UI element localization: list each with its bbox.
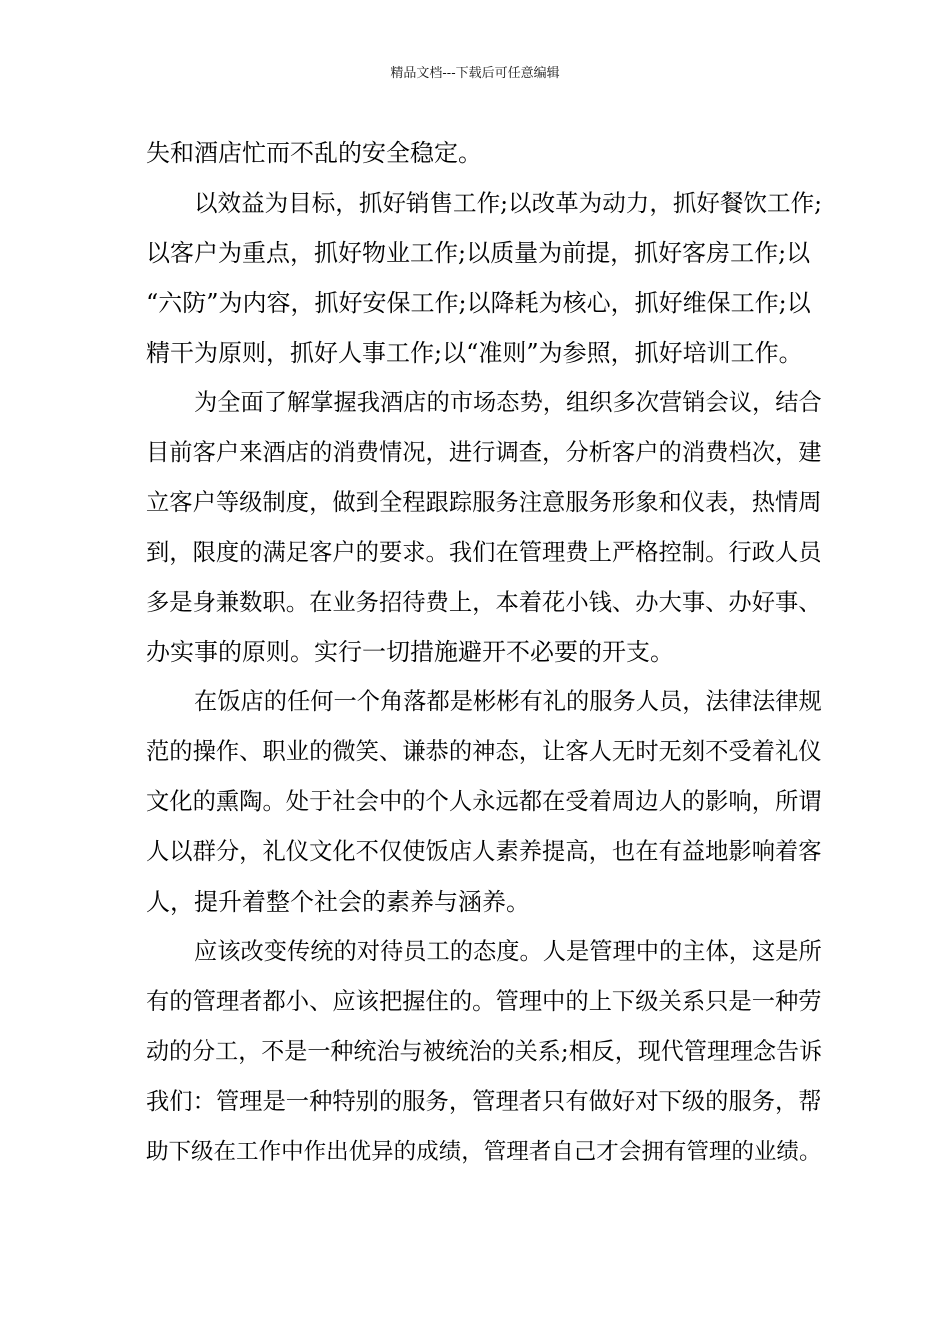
text-line: 多是身兼数职。在业务招待费上，本着花小钱、办大事、办好事、 <box>146 589 822 616</box>
text-line: 文化的熏陶。处于社会中的个人永远都在受着周边人的影响，所谓 <box>146 788 822 815</box>
text-line: 人，提升着整个社会的素养与涵养。 <box>146 888 530 916</box>
text-line: 到，限度的满足客户的要求。我们在管理费上严格控制。行政人员 <box>146 539 822 566</box>
text-line: 范的操作、职业的微笑、谦恭的神态，让客人无时无刻不受着礼仪 <box>146 738 822 765</box>
text-line: 在饭店的任何一个角落都是彬彬有礼的服务人员，法律法律规 <box>194 688 822 715</box>
text-line: 以效益为目标，抓好销售工作;以改革为动力，抓好餐饮工作; <box>194 189 823 217</box>
page-header: 精品文档---下载后可任意编辑 <box>390 66 560 81</box>
text-line: 动的分工，不是一种统治与被统治的关系;相反，现代管理理念告诉 <box>146 1039 823 1065</box>
text-line: 办实事的原则。实行一切措施避开不必要的开支。 <box>146 638 674 666</box>
text-line: 精干为原则，抓好人事工作;以“准则”为参照，抓好培训工作。 <box>146 339 803 367</box>
text-line: “六防”为内容，抓好安保工作;以降耗为核心，抓好维保工作;以 <box>146 289 811 317</box>
text-line: 助下级在工作中作出优异的成绩，管理者自己才会拥有管理的业绩。 <box>146 1139 822 1165</box>
text-line: 失和酒店忙而不乱的安全稳定。 <box>146 139 482 167</box>
text-line: 立客户等级制度，做到全程跟踪服务注意服务形象和仪表，热情周 <box>146 489 822 516</box>
text-line: 以客户为重点，抓好物业工作;以质量为前提，抓好客房工作;以 <box>146 239 811 267</box>
text-line: 人以群分，礼仪文化不仅使饭店人素养提高，也在有益地影响着客 <box>146 838 822 865</box>
text-line: 目前客户来酒店的消费情况，进行调查，分析客户的消费档次，建 <box>146 439 822 466</box>
text-line: 我们：管理是一种特别的服务，管理者只有做好对下级的服务，帮 <box>146 1088 822 1115</box>
text-line: 有的管理者都小、应该把握住的。管理中的上下级关系只是一种劳 <box>146 988 822 1015</box>
text-line: 应该改变传统的对待员工的态度。人是管理中的主体，这是所 <box>194 938 822 965</box>
text-line: 为全面了解掌握我酒店的市场态势，组织多次营销会议，结合 <box>194 389 822 416</box>
